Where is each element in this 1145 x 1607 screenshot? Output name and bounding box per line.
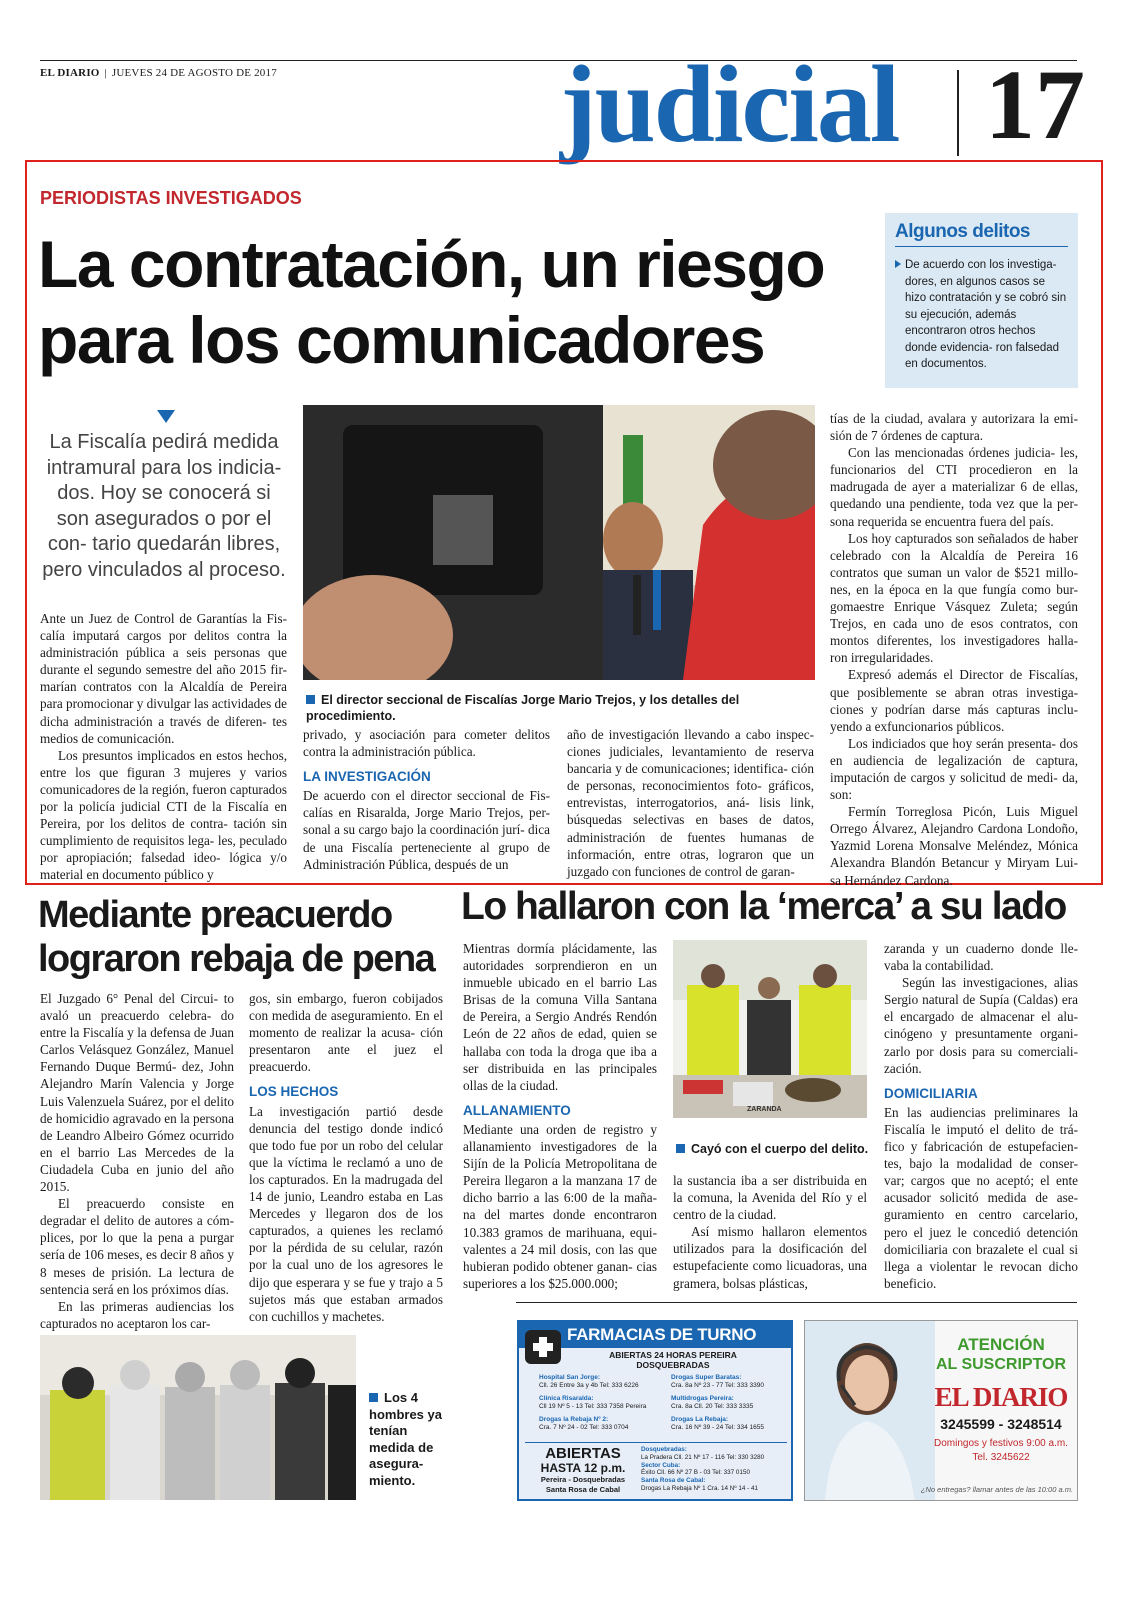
- lead-triangle-icon: [157, 410, 175, 423]
- ad-farmacias-left-list: Hospital San Jorge: Cll. 26 Entre 3a y 4b Tel: 333 6226 Clínica Risaralda: Cll 19 Nº 5 - 13 Tel: 333 7358 Pereira Drogas la Rebaja Nº 2: Cra. 7 Nº 24 - 02 Tel: 333 0704: [539, 1374, 647, 1431]
- main-headline-line-2: para los comunicadores: [38, 303, 765, 377]
- medicine-kit-icon: [525, 1330, 561, 1364]
- subhead-investigacion: LA INVESTIGACIÓN: [303, 769, 431, 785]
- main-photo-caption: El director seccional de Fiscalías Jorge Mario Trejos, y los detalles del procedimiento.: [306, 693, 740, 723]
- article2-headline: Mediante preacuerdo lograron rebaja de pena: [38, 894, 435, 980]
- caption-square-icon: [306, 695, 315, 704]
- detainees-image: [40, 1335, 356, 1500]
- article2-col-1: El Juzgado 6° Penal del Circui- to avaló un preacuerdo celebra- do entre la Fiscalía y la defensa de Juan Carlos Velásquez González, Manuel Fernando Duque Bermú- dez, John Alejandro Marín Valencia y Jorge Luis Valenzuela Suárez, por el delito de homicidio agravado en la persona de Leandro Albeiro Gómez ocurrido en el barrio Las Mercedes de la Ciudadela Cuba en junio del año 2015. El preacuerdo consiste en degradar el delito de autores a cóm- plices, por lo que la pena a purgar sería de 106 meses, es decir 8 años y 8 meses de prisión. La lectura de sentencia será en los próximos días. En las primeras audiencias los capturados no aceptaron los car-: [40, 991, 234, 1331]
- article2-col-2: gos, sin embargo, fueron cobijados con medida de aseguramiento. En el momento de realizar la acusa- ción presentaron ante el juez el preacuerdo. LOS HECHOS La investigación partió desde denuncia del testigo donde indicó que todo fue por un robo del celular que la víctima le reclamó a uno de los capturados. En la madrugada del 14 de junio, Leandro estaba en Las Mercedes y llegaron dos de los capturados, a quienes les reclamó por la pérdida de su celular, razón por la cual uno de los agresores le dijo que esperara y se fue y trajo a 5 sujetos más que estaban armados con cuchillos y machetes.: [249, 991, 443, 1324]
- subhead-allanamiento: ALLANAMIENTO: [463, 1102, 571, 1118]
- main-photo: [303, 405, 815, 680]
- ad-subtitle-2: DOSQUEBRADAS: [636, 1360, 710, 1370]
- article2-photo-caption: Los 4 hombres ya tenían medida de asegura- miento.: [369, 1390, 442, 1488]
- subhead-domiciliaria: DOMICILIARIA: [884, 1085, 978, 1101]
- sidebar-title: Algunos delitos: [895, 221, 1068, 247]
- sidebar-text: De acuerdo con los investiga- dores, en algunos casos se hizo contratación y se cobró sin su ejecución, además encontraron otros hechos donde evidencia- ron falsedad en documentos.: [895, 257, 1068, 373]
- main-col-4: tías de la ciudad, avalara y autorizara la emi- sión de 7 órdenes de captura. Con las mencionadas órdenes judicia- les, funcionarios del CTI procedieron en la madrugada de ayer a materializar 6 de ellas, quedando una pendiente, toda vez que la per- sona requerida se encuentra fuera del país. Los hoy capturados son señalados de haber celebrado con la Alcaldía de Pereira 16 contratos que suman un valor de $521 millo- nes, en la época en la que fungía como bur- gomaestre Enrique Vásquez Zuleta; según Trejos, en cada uno de esos contratos, con montos diferentes, los investigadores halla- ron irregularidades. Expresó además el Director de Fiscalías, que posiblemente se abran otras investiga- ciones y podrían darse más capturas inclu- yendo a exfuncionarios públicos. Los indiciados que hoy serán presenta- dos en audiencia de legalización de captura, imputación de cargos y solicitud de medi- da, son: Fermín Torreglosa Picón, Luis Miguel Orrego Álvarez, Alejandro Cardona Londoño, Yazmid Lorena Monsalve Meléndez, Mónica Alexandra Blandón Betancur y Miryam Lui- sa Hernández Cardona.: [830, 411, 1078, 888]
- ad-subtitle-1: ABIERTAS 24 HORAS PEREIRA: [609, 1350, 737, 1360]
- main-headline: [38, 226, 824, 378]
- paper-name: EL DIARIO: [40, 67, 100, 79]
- main-col-1: Ante un Juez de Control de Garantías la Fis- calía imputará cargos por delitos contra la administración pública a seis personas que durante el segundo semestre del año 2015 fir- marían contratos con la Alcaldía de Pereira para promocionar y divulgar las actividades de dicha administración a través de diferen- tes medios de comunicación. Los presuntos implicados en estos hechos, entre los que figuran 3 mujeres y varios comunicadores de la región, fueron capturados por la policía judicial CTI de la Fiscalía en Pereira, por los delitos de contra- tación sin cumplimiento de requisitos lega- les, peculado por apropiación; falsedad ideo- lógica y/o material en documento público y: [40, 611, 287, 883]
- subhead-hechos: LOS HECHOS: [249, 1084, 339, 1100]
- ad-suscriptor-footer: ¿No entregas? llamar antes de las 10:00 a.m.: [920, 1485, 1074, 1494]
- seized-drugs-image: [673, 940, 867, 1118]
- article3-col-1: Mientras dormía plácidamente, las autoridades sorprendieron en un inmueble ubicado en el barrio Las Brisas de la comuna Villa Santana de Pereira, a Sergio Andrés Rendón León de 22 años de edad, quien se hallaba con toda la droga que iba a ser distribuida en las principales ollas de la ciudad. ALLANAMIENTO Mediante una orden de registro y allanamiento investigadores de la Sijín de la Policía Metropolitana de Pereira llegaron a la manzana 17 de dicho barrio a las 6:00 de la maña- na del martes donde encontraron 10.383 gramos de marihuana, equi- valentes a 24 mil dosis, con las que hubieran podido obtener ganan- cias superiores a los $25.000.000;: [463, 941, 657, 1291]
- ad-farmacias-header: FARMACIAS DE TURNO: [519, 1322, 791, 1348]
- article3-photo-caption: Cayó con el cuerpo del delito.: [676, 1141, 870, 1157]
- ad-farmacias[interactable]: [517, 1320, 793, 1501]
- article3-headline: Lo hallaron con la ‘merca’ a su lado: [461, 885, 1066, 928]
- caption-square-icon: [676, 1144, 685, 1153]
- article2-photo: [40, 1335, 356, 1500]
- ads-rule: [516, 1302, 1077, 1303]
- article3-col-3: zaranda y un cuaderno donde lle- vaba la contabilidad. Según las investigaciones, alias Sergio natural de Supía (Caldas) era el encargado de almacenar el alu- cinógeno y presuntamente organi- zarlo por dosis para su comerciali- zación. DOMICILIARIA En las audiencias preliminares la Fiscalía le imputó el delito de trá- fico y fabricación de estupefacien- tes, bajo la modalidad de conser- var; cargos que no aceptó; el ente acusador solicitó medida de ase- guramiento en centro carcelario, pero el juez le concedió detención domiciliaria con brazalete el cual si llega a violentar le revocan dicho beneficio.: [884, 941, 1078, 1291]
- article3-col-2: la sustancia iba a ser distribuida en la comuna, la Avenida del Río y el centro de la ciudad. Así mismo hallaron elementos utilizados para la dosificación del estupefaciente como licuadoras, una gramera, bolsas plásticas,: [673, 1173, 867, 1291]
- photo-label: ZARANDA: [747, 1106, 782, 1113]
- issue-date: JUEVES 24 DE AGOSTO DE 2017: [111, 67, 277, 79]
- ad-suscriptor[interactable]: [804, 1320, 1078, 1501]
- ad-farmacias-right-list: Drogas Super Baratas: Cra. 8a Nº 23 - 77 Tel: 333 3390 Multidrogas Pereira: Cra. 8a Cll. 20 Tel: 333 3335 Drogas La Rebaja: Cra. 16 Nº 39 - 24 Tel: 334 1655: [671, 1374, 764, 1431]
- press-conference-image: [303, 405, 815, 680]
- operator-woman-image: [805, 1321, 935, 1501]
- main-col-3: año de investigación llevando a cabo inspec- ciones judiciales, levantamiento de reserva bancaria y de comunicaciones; identifica- ción de personas, reconocimientos foto- gráficos, entrevistas, interrogatorios, aná- lisis link, búsquedas selectivas en bases de datos, administración de fuentes humanas de información, entre otras, lograron que un juzgado con funciones de control de garan-: [567, 727, 814, 879]
- ad-farmacias-bottom-list: Dosquebradas: La Pradera Cll. 21 Nº 17 - 116 Tel: 330 3280 Sector Cuba: Éxito Cll. 66 Nº 27 B - 03 Tel: 337 0150 Santa Rosa de Cabal: Drogas La Rebaja Nº 1 Cra. 14 Nº 14 - 41: [641, 1446, 765, 1492]
- sidebar-box: [885, 213, 1078, 388]
- section-divider: [957, 70, 959, 156]
- bullet-icon: [895, 260, 901, 268]
- article3-photo: [673, 940, 867, 1118]
- masthead-info: EL DIARIO | JUEVES 24 DE AGOSTO DE 2017: [40, 67, 277, 79]
- kicker: PERIODISTAS INVESTIGADOS: [40, 188, 302, 208]
- ad-open-hours: ABIERTAS HASTA 12 p.m. Pereira - Dosquebradas Santa Rosa de Cabal: [540, 1445, 626, 1494]
- ad-divider: [525, 1442, 787, 1443]
- ad-suscriptor-text: ATENCIÓN AL SUSCRIPTOR EL DIARIO 3245599 - 3248514 Domingos y festivos 9:00 a.m. Tel. 3245622: [934, 1335, 1068, 1463]
- top-rule: [40, 60, 1077, 61]
- lead-text: La Fiscalía pedirá medida intramural para los indicia- dos. Hoy se conocerá si son asegurados o por el con- tario quedarán libres, pero vinculados al proceso.: [42, 431, 286, 581]
- main-headline-line-1: La contratación, un riesgo: [38, 227, 825, 301]
- main-col-2: privado, y asociación para cometer delitos contra la administración pública. LA INVESTIGACIÓN De acuerdo con el director seccional de Fis- calías en Risaralda, Jorge Mario Trejos, per- sonal a su cargo bajo la coordinación jurí- dica de una Fiscalía perteneciente al grupo de Administración Pública, después de un: [303, 727, 550, 872]
- section-title: judicial: [560, 43, 899, 165]
- page-number: 17: [985, 49, 1085, 160]
- caption-square-icon: [369, 1393, 378, 1402]
